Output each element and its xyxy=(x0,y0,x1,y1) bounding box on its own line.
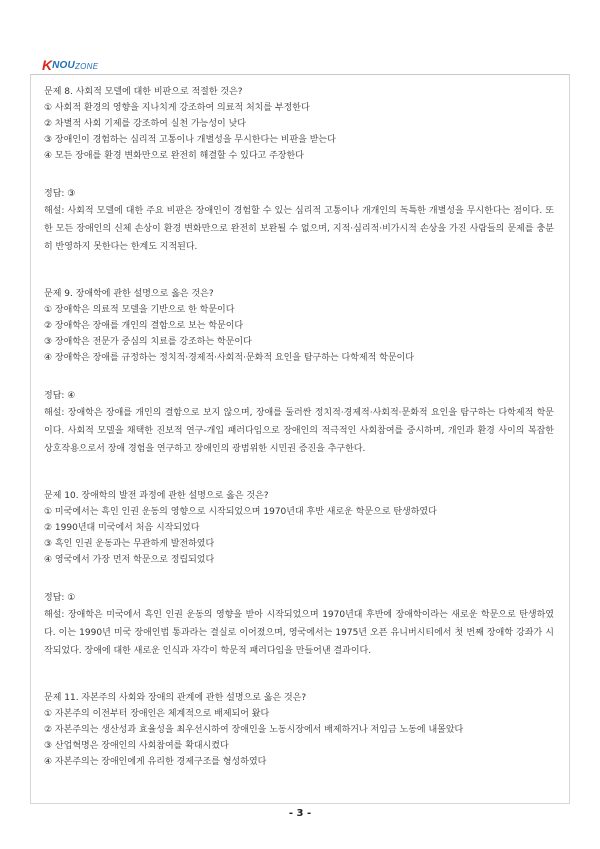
option-4: ④ 영국에서 가장 먼저 학문으로 정립되었다 xyxy=(44,555,215,565)
answer: 정답: ③ xyxy=(44,189,76,199)
option-3: ③ 장애학은 전문가 중심의 치료를 강조하는 학문이다 xyxy=(44,337,252,347)
question-10 xyxy=(44,488,554,660)
question-title: 문제 11. 자본주의 사회와 장애의 관계에 관한 설명으로 옳은 것은? xyxy=(44,693,307,703)
page-number: - 3 - xyxy=(288,808,312,819)
question-title: 문제 8. 사회적 모델에 대한 비판으로 적절한 것은? xyxy=(44,87,243,97)
knouzone-logo xyxy=(42,56,98,72)
question-title: 문제 10. 장애학의 발전 과정에 관한 설명으로 옳은 것은? xyxy=(44,491,269,501)
explanation: 해설: 장애학은 미국에서 흑인 인권 운동의 영향을 받아 시작되었으며 1970년대 후반에 장애학이라는 새로운 학문으로 탄생하였다. 이는 1990년 미국 장애인법 통과라는 결실로 이어졌으며, 영국에서는 1975년 오픈 유니버시티에서 첫 번째 장애학 강좌가 시작되었다. 장애에 대한 새로운 인식과 자각이 학문적 패러다임을 만들어낸 결과이다. xyxy=(44,610,554,656)
logo-k: K xyxy=(42,57,53,73)
answer: 정답: ① xyxy=(44,593,76,603)
option-1: ① 미국에서는 흑인 인권 운동의 영향으로 시작되었으며 1970년대 후반 새로운 학문으로 탄생하였다 xyxy=(44,507,437,517)
logo-nou: NOU xyxy=(52,60,75,71)
option-1: ① 사회적 환경의 영향을 지나치게 강조하여 의료적 처치를 부정한다 xyxy=(44,103,310,113)
option-2: ② 차별적 사회 기제를 강조하여 실천 가능성이 낮다 xyxy=(44,119,246,129)
option-4: ④ 자본주의는 장애인에게 유리한 경제구조를 형성하였다 xyxy=(44,757,267,767)
option-1: ① 자본주의 이전부터 장애인은 체계적으로 배제되어 왔다 xyxy=(44,709,270,719)
document-body xyxy=(44,84,554,770)
explanation: 해설: 사회적 모델에 대한 주요 비판은 장애인이 경험할 수 있는 심리적 고통이나 개개인의 독특한 개별성을 무시한다는 점이다. 또한 모든 장애인의 신체 손상이 환경 변화만으로 완전히 보완될 수 없으며, 지적·심리적·비가시적 손상을 가진 사람들의 문제를 충분히 반영하지 못한다는 한계도 지적된다. xyxy=(44,206,554,252)
option-2: ② 장애학은 장애를 개인의 결함으로 보는 학문이다 xyxy=(44,321,244,331)
logo-zone: ZONE xyxy=(74,62,99,71)
option-1: ① 장애학은 의료적 모델을 기반으로 한 학문이다 xyxy=(44,305,235,315)
option-3: ③ 산업혁명은 장애인의 사회참여를 확대시켰다 xyxy=(44,741,229,751)
option-4: ④ 모든 장애를 환경 변화만으로 완전히 해결할 수 있다고 주장한다 xyxy=(44,151,304,161)
option-4: ④ 장애학은 장애를 규정하는 정치적·경제적·사회적·문화적 요인을 탐구하는 다학제적 학문이다 xyxy=(44,353,414,363)
question-8 xyxy=(44,84,554,256)
answer: 정답: ④ xyxy=(44,391,76,401)
option-3: ③ 장애인이 경험하는 심리적 고통이나 개별성을 무시한다는 비판을 받는다 xyxy=(44,135,336,145)
option-2: ② 1990년대 미국에서 처음 시작되었다 xyxy=(44,523,200,533)
option-2: ② 자본주의는 생산성과 효율성을 최우선시하여 장애인을 노동시장에서 배제하거나 저임금 노동에 내몰았다 xyxy=(44,725,464,735)
question-title: 문제 9. 장애학에 관한 설명으로 옳은 것은? xyxy=(44,289,214,299)
option-3: ③ 흑인 인권 운동과는 무관하게 발전하였다 xyxy=(44,539,215,549)
question-11 xyxy=(44,690,554,770)
explanation: 해설: 장애학은 장애를 개인의 결함으로 보지 않으며, 장애를 둘러싼 정치적·경제적·사회적·문화적 요인을 탐구하는 다학제적 학문이다. 사회적 모델을 채택한 진보적 연구-개입 패러다임으로 장애인의 적극적인 사회참여를 중시하며, 개인과 환경 사이의 복잡한 상호작용으로서 장애 경험을 연구하고 장애인의 광범위한 시민권 증진을 추구한다. xyxy=(44,408,554,454)
question-9 xyxy=(44,286,554,458)
